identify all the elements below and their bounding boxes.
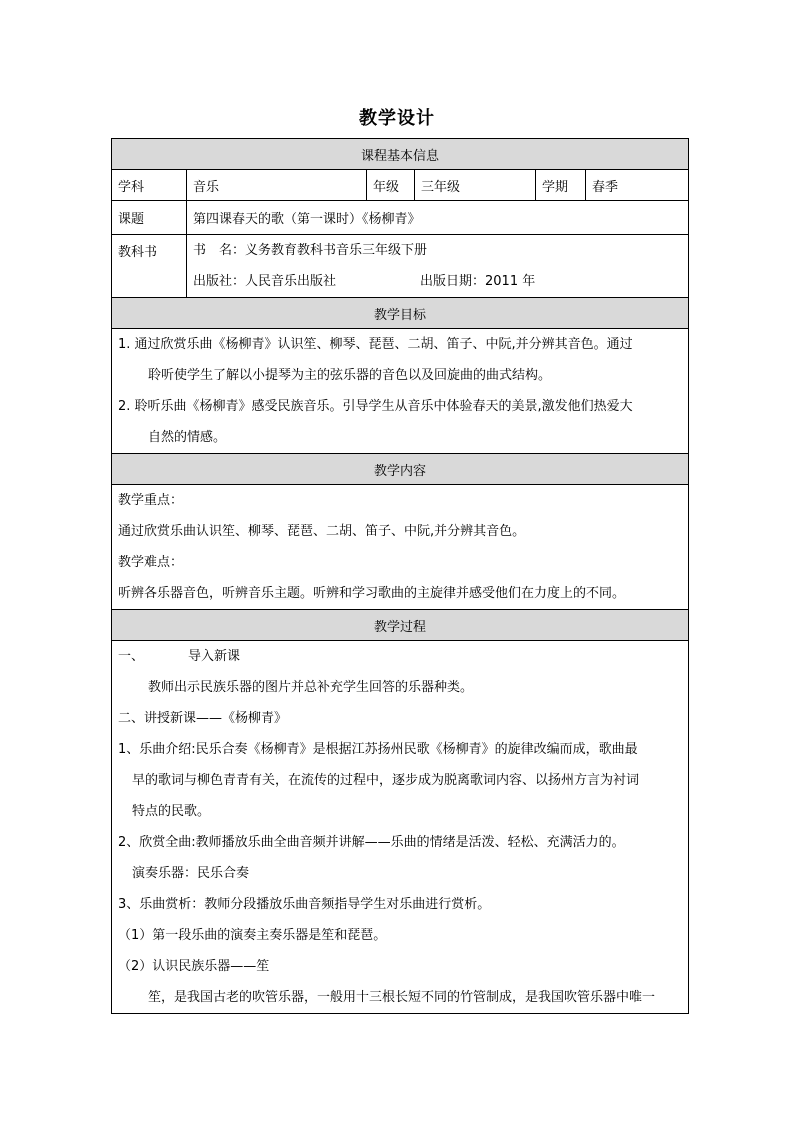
goal-line: 2. 聆听乐曲《杨柳青》感受民族音乐。引导学生从音乐中体验春天的美景,激发他们热爱大 xyxy=(118,399,633,414)
key-points-text: 通过欣赏乐曲认识笙、柳琴、琵琶、二胡、笛子、中阮,并分辨其音色。 xyxy=(118,524,526,539)
term-value: 春季 xyxy=(586,170,689,201)
key-points-label: 教学重点： xyxy=(118,493,184,508)
section-header-process: 教学过程 xyxy=(112,610,689,641)
publication-date: 出版日期：2011 年 xyxy=(420,274,536,289)
process-text: 1、乐曲介绍:民乐合奏《杨柳青》是根据江苏扬州民歌《杨柳青》的旋律改编而成，歌曲最 xyxy=(118,742,638,757)
process-text: （1）第一段乐曲的演奏主奏乐器是笙和琵琶。 xyxy=(118,928,387,943)
process-text: 早的歌词与柳色青青有关，在流传的过程中，逐步成为脱离歌词内容、以扬州方言为衬词 xyxy=(132,773,640,788)
topic-value: 第四课春天的歌（第一课时）《杨柳青》 xyxy=(187,201,689,235)
subject-label: 学科 xyxy=(112,170,187,201)
goal-line: 聆听使学生了解以小提琴为主的弦乐器的音色以及回旋曲的曲式结构。 xyxy=(148,368,552,383)
process-text: （2）认识民族乐器——笙 xyxy=(118,959,270,974)
term-label: 学期 xyxy=(536,170,586,201)
section-title: 导入新课 xyxy=(188,649,241,664)
difficulties-label: 教学难点： xyxy=(118,555,184,570)
process-text: 2、欣赏全曲:教师播放乐曲全曲音频并讲解——乐曲的情绪是活泼、轻松、充满活力的。 xyxy=(118,835,625,850)
textbook-label: 教科书 xyxy=(112,235,187,298)
grade-label: 年级 xyxy=(367,170,415,201)
page-title: 教学设计 xyxy=(359,108,435,129)
grade-value: 三年级 xyxy=(415,170,536,201)
process-cell xyxy=(112,641,689,1014)
section-header-basic-info: 课程基本信息 xyxy=(112,139,689,170)
textbook-info xyxy=(187,235,689,298)
process-text: 特点的民歌。 xyxy=(132,804,211,819)
process-section-2: 二、讲授新课——《杨柳青》 xyxy=(118,711,288,726)
section-header-content: 教学内容 xyxy=(112,454,689,485)
process-section-1 xyxy=(118,641,682,672)
process-text: 3、乐曲赏析：教师分段播放乐曲音频指导学生对乐曲进行赏析。 xyxy=(118,897,491,912)
process-text: 演奏乐器：民乐合奏 xyxy=(132,866,250,881)
publisher-line xyxy=(193,266,682,297)
lesson-plan-table xyxy=(111,138,689,1014)
difficulties-text: 听辨各乐器音色，听辨音乐主题。听辨和学习歌曲的主旋律并感受他们在力度上的不同。 xyxy=(118,586,626,601)
goals-cell xyxy=(112,329,689,454)
book-name: 书 名：义务教育教科书音乐三年级下册 xyxy=(193,243,428,258)
goal-line: 1. 通过欣赏乐曲《杨柳青》认识笙、柳琴、琵琶、二胡、笛子、中阮,并分辨其音色。通过 xyxy=(118,337,633,352)
process-text: 笙，是我国古老的吹管乐器，一般用十三根长短不同的竹管制成，是我国吹管乐器中唯一 xyxy=(148,990,656,1005)
subject-value: 音乐 xyxy=(187,170,367,201)
content-cell xyxy=(112,485,689,610)
topic-label: 课题 xyxy=(112,201,187,235)
section-number: 一、 xyxy=(118,649,145,664)
section-header-goals: 教学目标 xyxy=(112,298,689,329)
publisher: 出版社：人民音乐出版社 xyxy=(193,274,337,289)
process-text: 教师出示民族乐器的图片并总补充学生回答的乐器种类。 xyxy=(148,680,474,695)
goal-line: 自然的情感。 xyxy=(148,430,227,445)
